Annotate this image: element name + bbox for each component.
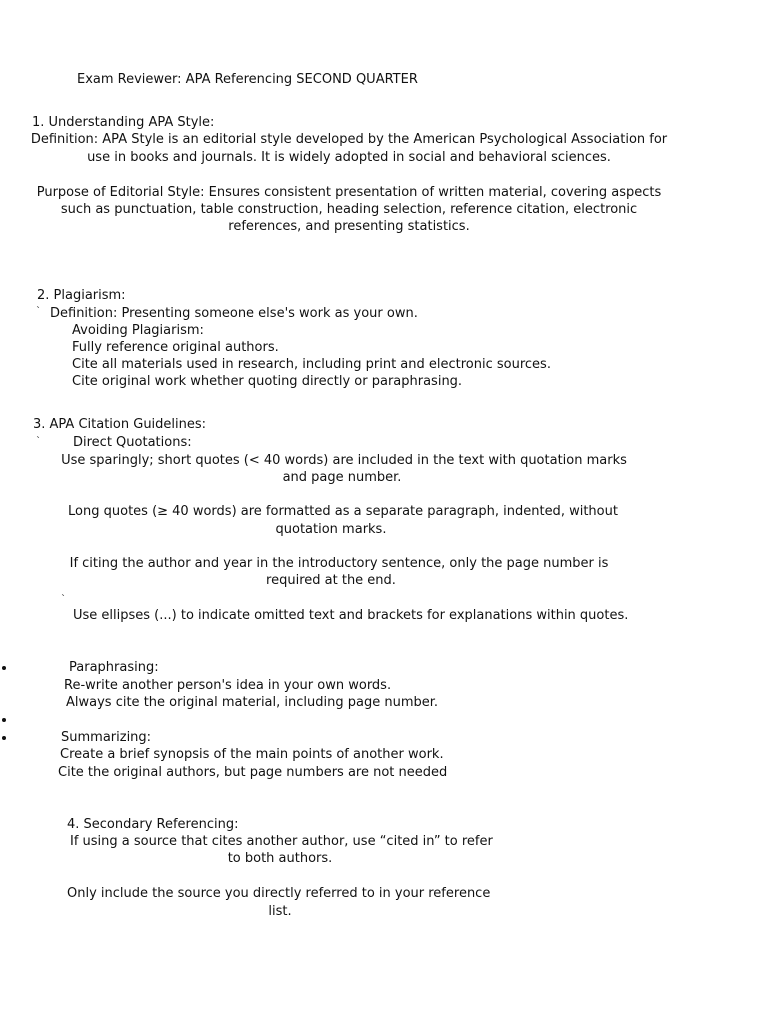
direct-quote-rule-2b: quotation marks. <box>275 522 387 537</box>
summarizing-label: Summarizing: <box>61 730 152 745</box>
secondary-rule-2a: Only include the source you directly referred to in your reference <box>67 886 491 901</box>
section-heading-plagiarism: 2. Plagiarism: <box>37 288 126 303</box>
purpose-line-1: Purpose of Editorial Style: Ensures consistent presentation of written material, covering aspects <box>36 185 662 200</box>
page-title: Exam Reviewer: APA Referencing SECOND QUARTER <box>77 72 418 87</box>
direct-quote-rule-2a: Long quotes (≥ 40 words) are formatted as a separate paragraph, indented, without <box>68 504 618 519</box>
purpose-line-2: such as punctuation, table construction, heading selection, reference citation, electronic <box>60 202 638 217</box>
stray-tick-mark: ` <box>61 594 66 605</box>
avoiding-plagiarism-label: Avoiding Plagiarism: <box>72 323 204 338</box>
apa-definition-line-1: Definition: APA Style is an editorial style developed by the American Psychological Association for <box>30 132 668 147</box>
plagiarism-definition: Definition: Presenting someone else's work as your own. <box>50 306 418 321</box>
bullet-dot <box>2 666 6 670</box>
section-heading-citation-guidelines: 3. APA Citation Guidelines: <box>33 417 207 432</box>
paraphrasing-item-1: Re-write another person's idea in your own words. <box>64 678 392 693</box>
avoid-item-3: Cite original work whether quoting directly or paraphrasing. <box>72 374 463 389</box>
direct-quotations-label: Direct Quotations: <box>73 435 192 450</box>
stray-tick-mark: ` <box>36 436 41 447</box>
secondary-rule-1b: to both authors. <box>227 851 333 866</box>
paraphrasing-item-2: Always cite the original material, including page number. <box>66 695 439 710</box>
stray-tick-mark: ` <box>36 306 41 317</box>
section-heading-secondary-referencing: 4. Secondary Referencing: <box>67 817 239 832</box>
apa-definition-line-2: use in books and journals. It is widely adopted in social and behavioral sciences. <box>87 150 611 165</box>
summarizing-item-1: Create a brief synopsis of the main points of another work. <box>60 747 444 762</box>
summarizing-item-2: Cite the original authors, but page numbers are not needed <box>58 765 448 780</box>
section-heading-understanding-apa: 1. Understanding APA Style: <box>32 115 215 130</box>
direct-quote-rule-1a: Use sparingly; short quotes (< 40 words) are included in the text with quotation marks <box>61 453 627 468</box>
direct-quote-rule-1b: and page number. <box>282 470 402 485</box>
bullet-dot <box>2 718 6 722</box>
secondary-rule-1a: If using a source that cites another author, use “cited in” to refer <box>70 834 493 849</box>
purpose-line-3: references, and presenting statistics. <box>228 219 470 234</box>
direct-quote-rule-3b: required at the end. <box>266 573 396 588</box>
avoid-item-2: Cite all materials used in research, including print and electronic sources. <box>72 357 551 372</box>
avoid-item-1: Fully reference original authors. <box>72 340 279 355</box>
direct-quote-rule-3a: If citing the author and year in the introductory sentence, only the page number is <box>69 556 609 571</box>
secondary-rule-2b: list. <box>268 904 292 919</box>
bullet-dot <box>2 736 6 740</box>
paraphrasing-label: Paraphrasing: <box>69 660 159 675</box>
direct-quote-rule-4: Use ellipses (...) to indicate omitted text and brackets for explanations within quotes. <box>73 608 629 623</box>
